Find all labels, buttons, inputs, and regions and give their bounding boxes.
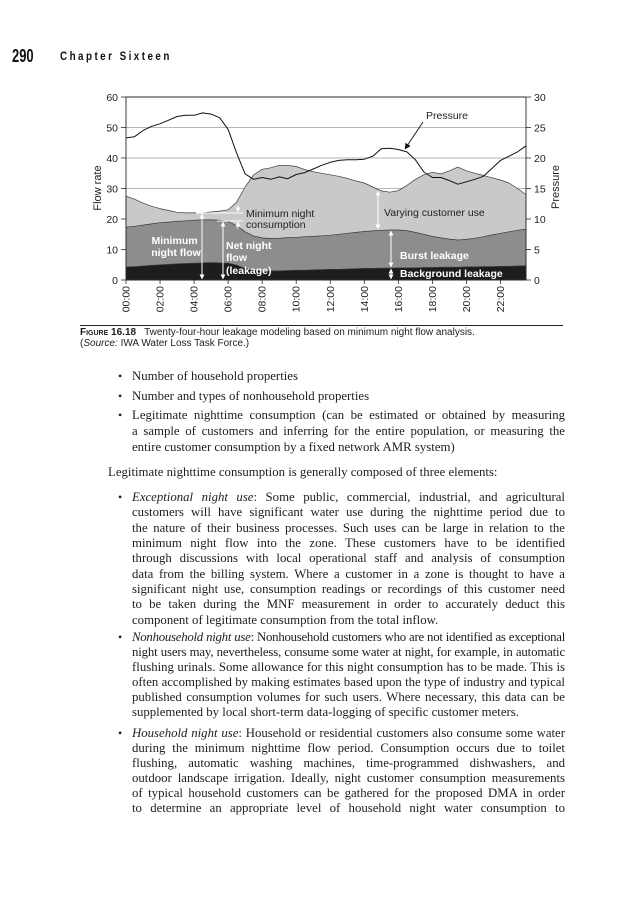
list-item-line: of typical household customers can be gathered for the proposed DMA in order: [132, 785, 565, 800]
bullet-icon: •: [118, 490, 123, 504]
x-tick-label: 18:00: [426, 286, 439, 313]
term-rest: : Household or residential customers also consume some water: [238, 725, 565, 740]
bullet-icon: •: [118, 725, 123, 740]
term: Exceptional night use: [132, 490, 254, 504]
list-item-line: often accomplished by making estimates based upon the type of industry and typical: [132, 674, 565, 689]
caption-text: Twenty-four-hour leakage modeling based on minimum night flow analysis.: [144, 327, 475, 338]
list-item-line: [132, 490, 565, 505]
area-series: [126, 165, 526, 280]
y2-axis-title: Pressure: [549, 164, 562, 210]
bullet-icon: •: [118, 389, 123, 403]
annotation-minimum-night-consumption: Minimum night consumption: [246, 208, 315, 231]
y2-tick-label: 20: [534, 153, 546, 165]
list-item-line: minimum night flow into the zone. These customers have to be identified: [132, 536, 565, 551]
y-tick-label: 50: [106, 122, 118, 135]
list-item-line: [132, 726, 565, 741]
y-tick-label: 20: [106, 214, 118, 226]
list-item-line: Number of household properties: [132, 369, 298, 383]
annotation-varying-customer-use: Varying customer use: [384, 207, 485, 219]
term-rest: : Nonhousehold customers who are not identified as exceptional: [250, 629, 566, 644]
caption-source-label: Source:: [83, 337, 118, 349]
figure-label: Figure 16.18: [80, 327, 137, 338]
x-tick-label: 00:00: [120, 286, 133, 313]
caption-source-open: (: [80, 337, 84, 349]
list-item-line: to be taken during the MNF measurement in order to accurately deduct this: [132, 597, 565, 612]
list-item-line: Legitimate nighttime consumption (can be estimated or obtained by measuring: [132, 408, 565, 422]
list-item-line: supplemented by local short-term data-logging of specific customer meters.: [132, 704, 519, 719]
flow-pressure-chart: [0, 0, 619, 322]
y2-tick-label: 0: [534, 275, 540, 287]
list-item-line: component of legitimate consumption from the total inflow.: [132, 612, 439, 627]
annotation-pressure: Pressure: [426, 110, 469, 122]
list-item-line: a sample of customers and inferring for the entire population, or measuring the: [132, 424, 565, 438]
term: Nonhousehold night use: [132, 629, 251, 644]
list-item-line: published consumption volumes for such users. Where necessary, this data can be: [132, 689, 565, 704]
x-tick-label: 08:00: [256, 286, 269, 313]
list-item-line: night users may, nevertheless, consume some water at night, for example, in automatic: [132, 644, 565, 659]
y-tick-label: 60: [106, 92, 118, 104]
y2-tick-label: 25: [534, 122, 546, 135]
paragraph-line: Legitimate nighttime consumption is generally composed of three elements:: [108, 465, 498, 479]
x-tick-label: 02:00: [154, 286, 167, 313]
list-item-line: [132, 630, 565, 645]
annotation-burst-leakage: Burst leakage: [400, 250, 469, 262]
x-tick-label: 14:00: [358, 286, 371, 313]
y2-tick-label: 30: [534, 92, 546, 104]
x-tick-label: 22:00: [494, 286, 507, 313]
list-item-line: through discussions with local operational staff and analysis of consumption: [132, 551, 565, 566]
y2-tick-label: 15: [534, 183, 546, 196]
annotation-net-night-flow: Net night flow (leakage): [226, 240, 272, 277]
list-item-line: significant night use, consumption readings or recordings of this customer need: [132, 582, 565, 597]
list-item-line: customers will have significant water use during the nighttime period due to: [132, 505, 565, 520]
annotation-background-leakage: Background leakage: [400, 268, 503, 280]
bullet-icon: •: [118, 369, 123, 383]
y-tick-label: 0: [112, 275, 118, 287]
list-item-line: Number and types of nonhousehold properties: [132, 389, 370, 403]
pressure-callout-arrow: [405, 122, 423, 149]
y-tick-label: 40: [106, 153, 118, 165]
caption-rule: [80, 325, 563, 326]
bullet-icon: •: [118, 408, 123, 422]
caption-line-2: [80, 339, 570, 350]
list-item-line: during the minimum nighttime flow period. Consumption occurs due to toilet: [132, 740, 565, 755]
list-item-line: flushing, automatic washing machines, time-programmed dishwashers, and: [132, 755, 565, 770]
x-tick-label: 12:00: [324, 286, 337, 313]
caption-source-text: IWA Water Loss Task Force.): [117, 337, 250, 349]
list-item-line: flushing urinals. Some allowance for this night consumption has to be made. This is: [132, 659, 565, 674]
figure-caption: [80, 328, 570, 349]
list-item-line: the nature of their business processes. Such uses can be large in relation to the: [132, 520, 565, 535]
x-tick-label: 04:00: [188, 286, 201, 313]
term-rest: : Some public, commercial, industrial, and agricultural: [253, 490, 565, 504]
y2-tick-label: 5: [534, 244, 540, 257]
y2-tick-label: 10: [534, 214, 546, 226]
y-axis-title: Flow rate: [91, 165, 104, 211]
page-number: 290: [12, 46, 34, 66]
list-item-line: entire customer consumption by a fixed network AMR system): [132, 440, 455, 454]
x-tick-label: 10:00: [290, 286, 303, 313]
annotation-minimum-night-flow: Minimum night flow: [151, 235, 201, 259]
list-item-line: to determine an appropriate level of household night water consumption to: [132, 800, 565, 815]
paragraph: [108, 464, 565, 480]
x-tick-label: 16:00: [392, 286, 405, 313]
y-tick-label: 10: [106, 244, 118, 257]
bullet-icon: •: [118, 629, 123, 644]
x-tick-label: 20:00: [460, 286, 473, 313]
chapter-title: Chapter Sixteen: [60, 49, 172, 63]
list-item-line: data from the billing system. Where a customer in a zone is thought to have a: [132, 566, 565, 581]
y-tick-label: 30: [106, 183, 118, 196]
term: Household night use: [132, 725, 239, 740]
x-tick-label: 06:00: [222, 286, 235, 313]
list-item-line: outdoor landscape irrigation. Ideally, night customer consumption measurements: [132, 770, 565, 785]
